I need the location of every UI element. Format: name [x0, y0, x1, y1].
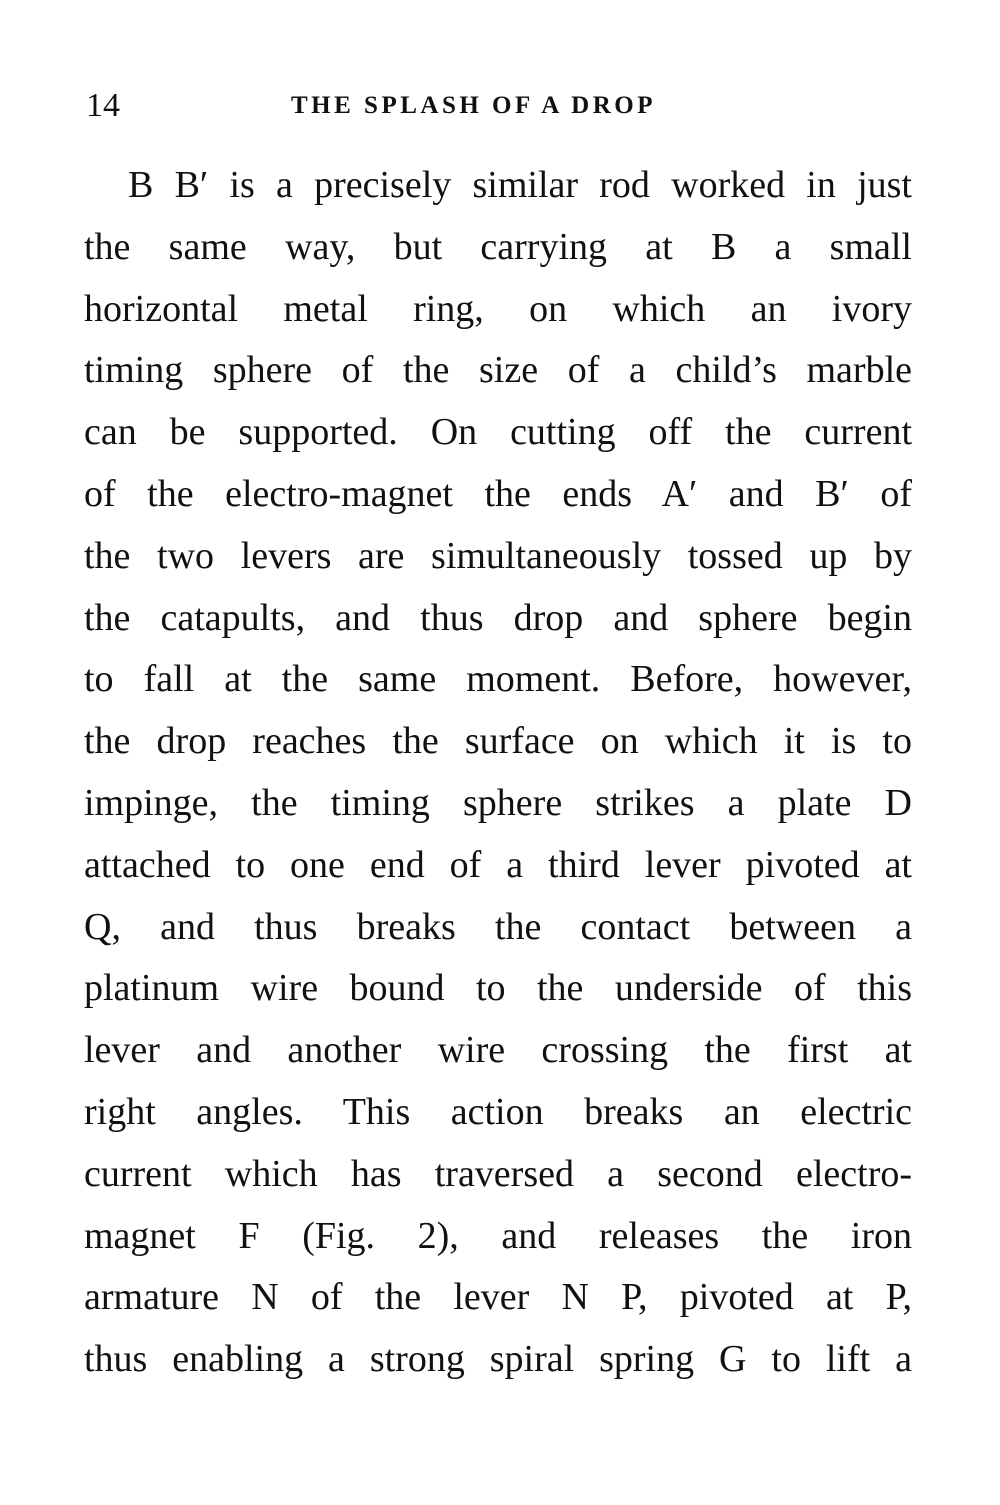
text-line: current which has traversed a second electro- — [84, 1152, 912, 1195]
text-line: the catapults, and thus drop and sphere begin — [84, 596, 912, 639]
text-line: right angles. This action breaks an electric — [84, 1090, 912, 1133]
text-line: impinge, the timing sphere strikes a plate D — [84, 781, 912, 824]
text-line: timing sphere of the size of a child’s marble — [84, 349, 912, 392]
text-line: thus enabling a strong spiral spring G to lift a — [84, 1338, 912, 1381]
text-line: of the electro-magnet the ends A′ and B′ of — [84, 472, 912, 515]
text-line: magnet F (Fig. 2), and releases the iron — [84, 1214, 912, 1257]
text-line: the same way, but carrying at B a small — [84, 225, 912, 268]
text-line: the drop reaches the surface on which it is to — [84, 720, 912, 763]
text-line: B B′ is a precisely similar rod worked in just — [128, 164, 912, 206]
running-title: THE SPLASH OF A DROP — [291, 92, 656, 119]
body-paragraph — [84, 155, 912, 1391]
text-line: lever and another wire crossing the first at — [84, 1029, 912, 1072]
text-line: Q, and thus breaks the contact between a — [84, 905, 912, 948]
page-number: 14 — [86, 87, 120, 124]
text-line: platinum wire bound to the underside of this — [84, 967, 912, 1010]
text-line: can be supported. On cutting off the current — [84, 411, 912, 454]
text-line: horizontal metal ring, on which an ivory — [84, 287, 912, 330]
text-line: attached to one end of a third lever pivoted at — [84, 843, 912, 886]
page-header — [86, 86, 726, 126]
text-line: armature N of the lever N P, pivoted at P, — [84, 1276, 912, 1319]
text-line: the two levers are simultaneously tossed up by — [84, 534, 912, 577]
text-line: to fall at the same moment. Before, however, — [84, 658, 912, 701]
